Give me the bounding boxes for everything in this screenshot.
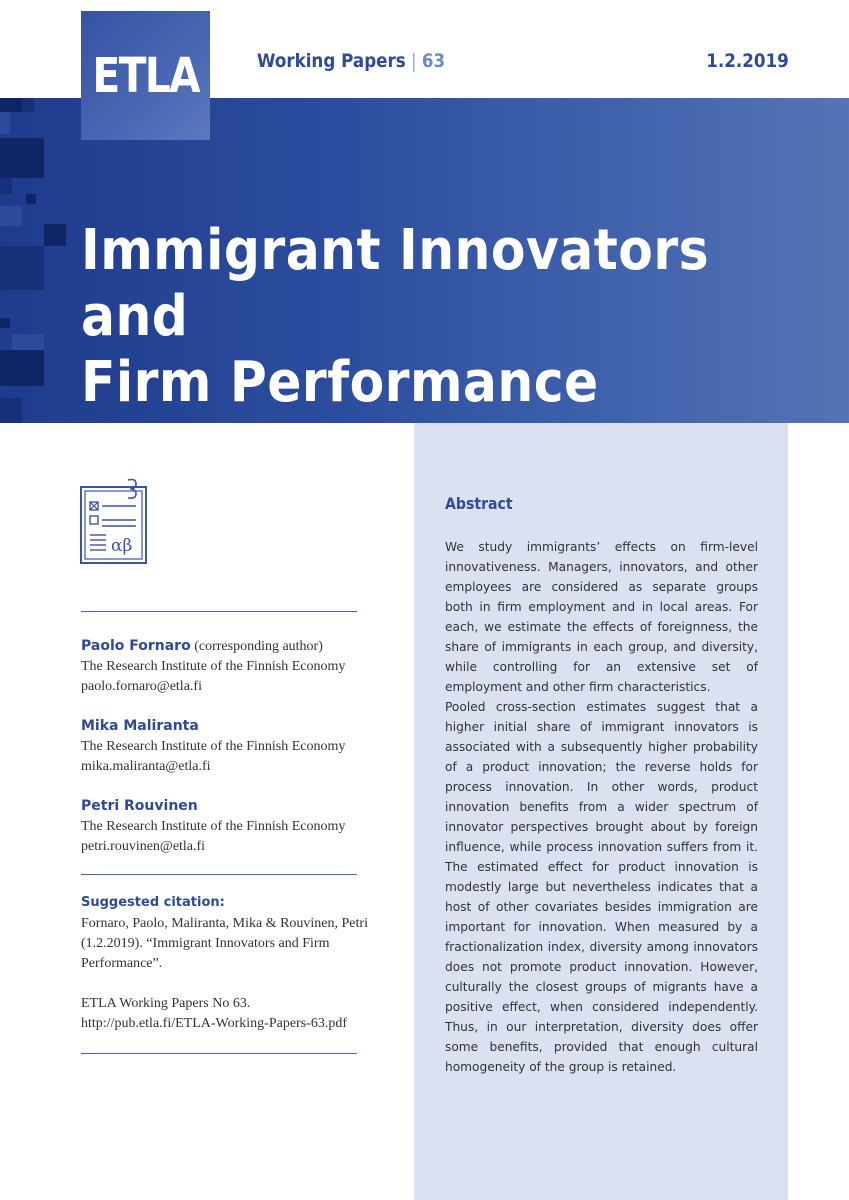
author-email[interactable]: petri.rouvinen@etla.fi — [81, 839, 206, 854]
author-role: (corresponding author) — [194, 639, 323, 654]
series-number: 63 — [421, 50, 446, 72]
pdf-link[interactable]: http://pub.etla.fi/ETLA-Working-Papers-63.pdf — [81, 1016, 347, 1031]
author-name: Paolo Fornaro — [81, 638, 191, 654]
author-affiliation: The Research Institute of the Finnish Economy — [81, 739, 346, 754]
divider — [81, 874, 357, 875]
author-block — [81, 796, 345, 857]
banner-pixel — [12, 334, 44, 350]
author-name: Mika Maliranta — [81, 718, 199, 734]
author-block — [81, 716, 345, 777]
author-affiliation: The Research Institute of the Finnish Economy — [81, 819, 346, 834]
series-ref-text: ETLA Working Papers No 63. — [81, 996, 251, 1011]
banner-pixel — [0, 98, 22, 112]
title-line-2: Firm Performance — [81, 350, 599, 415]
banner-pixel — [26, 194, 36, 204]
document-formula-icon — [80, 478, 148, 566]
series-label — [257, 50, 445, 72]
author-block — [81, 636, 345, 697]
banner-pixel — [0, 246, 44, 290]
author-affiliation: The Research Institute of the Finnish Economy — [81, 659, 346, 674]
abstract-paragraph: Pooled cross-section estimates suggest that a higher initial share of immigrant innovators is associated with a subsequently higher probability of a product innovation; the reverse holds for process innovation. In other words, product innovation benefits from a wider spectrum of innovator perspectives brought about by foreign influence, while process innovation suffers from it. The estimated effect for product innovation is modestly large but nevertheless indicates that a host of other covariates besides immigration are important for innovation. When measured by a fractionalization index, diversity among innovators does not promote product innovation. However, culturally the closest groups of migrants have a positive effect, when considered independently. Thus, in our interpretation, diversity does offer some benefits, provided that enough cultural homogeneity of the group is retained. — [445, 700, 758, 1074]
banner-pixel — [22, 98, 34, 112]
banner-pixel — [0, 350, 44, 386]
publication-date: 1.2.2019 — [706, 50, 789, 72]
logo-text: ETLA — [92, 47, 199, 104]
author-email[interactable]: mika.maliranta@etla.fi — [81, 759, 211, 774]
author-name: Petri Rouvinen — [81, 798, 198, 814]
title-line-1: Immigrant Innovators and — [81, 218, 710, 349]
banner-pixel — [44, 224, 66, 246]
series-separator: | — [411, 50, 417, 72]
abstract-heading: Abstract — [445, 494, 513, 513]
author-email[interactable]: paolo.fornaro@etla.fi — [81, 679, 202, 694]
series-reference — [81, 994, 381, 1034]
series-name: Working Papers — [257, 50, 406, 72]
icon-glyph: αβ — [111, 536, 133, 556]
abstract-paragraph: We study immigrants’ effects on firm-level innovativeness. Managers, innovators, and other employees are considered as separate groups both in firm employment and in local areas. For each, we estimate the effects of foreignness, the share of immigrants in each group, and diversity, while controlling for an extensive set of employment and other firm characteristics. — [445, 540, 758, 694]
citation-heading: Suggested citation: — [81, 895, 225, 910]
banner-pixel — [0, 398, 22, 423]
banner-pixel — [0, 138, 44, 178]
page-title — [81, 218, 729, 416]
banner-pixel — [0, 206, 22, 226]
divider — [81, 1053, 357, 1054]
banner-pixel — [0, 178, 12, 194]
banner-pixel — [0, 318, 10, 328]
citation-text: Fornaro, Paolo, Maliranta, Mika & Rouvinen, Petri (1.2.2019). “Immigrant Innovators and Firm Performance”. — [81, 916, 368, 971]
banner-pixel — [0, 112, 10, 134]
etla-logo — [81, 11, 210, 140]
divider — [81, 611, 357, 612]
